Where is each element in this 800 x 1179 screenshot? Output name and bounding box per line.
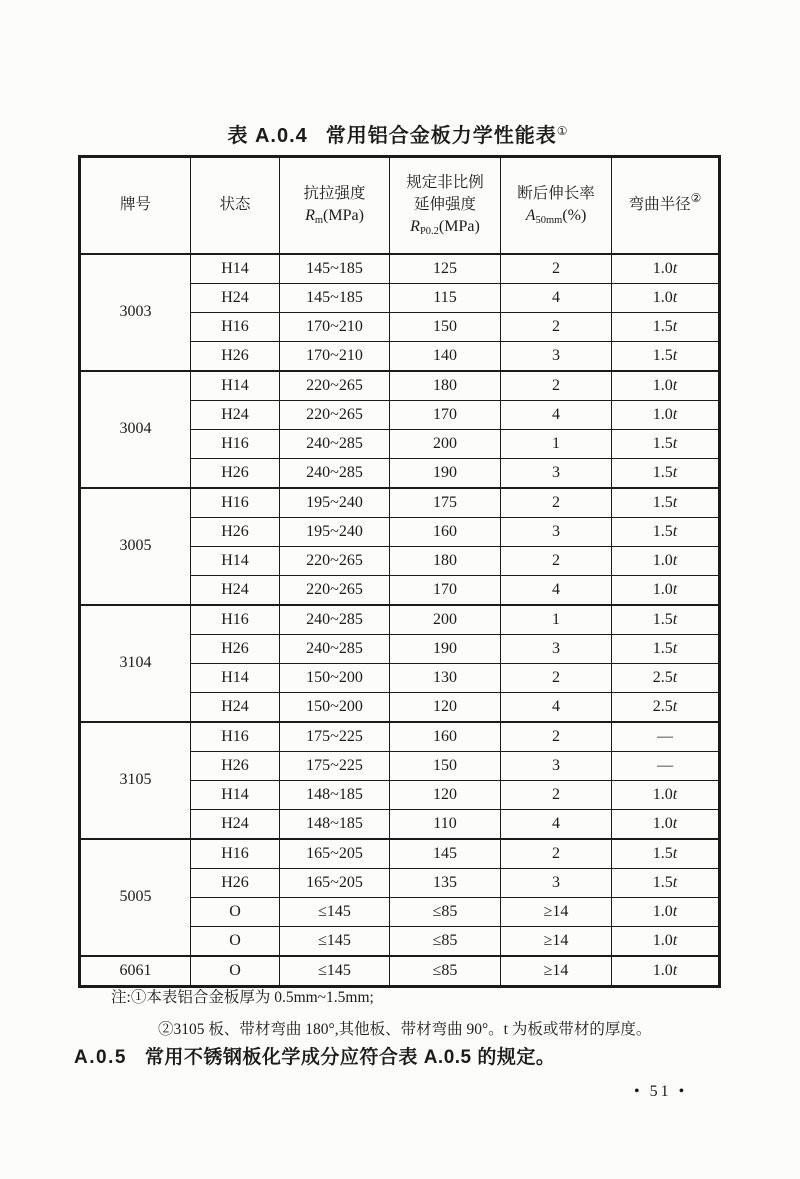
tensile-cell: 240~285 xyxy=(280,429,390,458)
col-header-tensile xyxy=(280,157,390,254)
temper-cell: H14 xyxy=(191,663,280,692)
temper-cell: O xyxy=(191,926,280,956)
tensile-cell: 240~285 xyxy=(280,458,390,488)
yield-subscript: P0.2 xyxy=(419,225,439,237)
tensile-symbol: R xyxy=(305,206,315,224)
elongation-cell: ≥14 xyxy=(501,956,612,987)
tensile-cell: 170~210 xyxy=(280,312,390,341)
grade-cell: 3105 xyxy=(80,722,191,839)
temper-cell: H24 xyxy=(191,575,280,605)
yield-cell: 200 xyxy=(390,429,501,458)
yield-cell: 140 xyxy=(390,341,501,371)
col-header-tensile-label: 抗拉强度 xyxy=(303,184,366,202)
temper-cell: H26 xyxy=(191,341,280,371)
mechanical-properties-table xyxy=(78,155,721,988)
table-caption xyxy=(78,119,718,148)
bend-radius-cell: 1.0t xyxy=(612,575,720,605)
elongation-cell: 3 xyxy=(501,751,612,780)
bend-radius-cell: 1.5t xyxy=(612,634,720,663)
yield-cell: 125 xyxy=(390,254,501,284)
temper-cell: O xyxy=(191,897,280,926)
yield-cell: ≤85 xyxy=(390,897,501,926)
table-row xyxy=(80,371,720,401)
table-row xyxy=(80,722,720,752)
tensile-subscript: m xyxy=(314,214,324,226)
yield-cell: 130 xyxy=(390,663,501,692)
col-header-grade-label: 牌号 xyxy=(119,196,151,214)
bend-radius-cell: 1.0t xyxy=(612,956,720,987)
tensile-cell: 220~265 xyxy=(280,546,390,575)
temper-cell: H24 xyxy=(191,809,280,839)
elongation-cell: 1 xyxy=(501,605,612,635)
bend-radius-cell: 1.5t xyxy=(612,488,720,518)
elongation-cell: 3 xyxy=(501,517,612,546)
temper-cell: H14 xyxy=(191,371,280,401)
title-footnote-ref: ① xyxy=(556,124,569,138)
tensile-cell: 165~205 xyxy=(280,839,390,869)
elongation-symbol: A xyxy=(525,206,536,224)
yield-cell: 120 xyxy=(390,780,501,809)
note-1-text: ①本表铝合金板厚为 0.5mm~1.5mm; xyxy=(130,989,374,1006)
bend-radius-cell: 1.5t xyxy=(612,312,720,341)
tensile-cell: 175~225 xyxy=(280,751,390,780)
tensile-cell: 195~240 xyxy=(280,517,390,546)
yield-cell: 180 xyxy=(390,371,501,401)
temper-cell: H24 xyxy=(191,400,280,429)
tensile-cell: 145~185 xyxy=(280,283,390,312)
bend-radius-cell: 1.5t xyxy=(612,517,720,546)
yield-cell: 135 xyxy=(390,868,501,897)
tensile-cell: 165~205 xyxy=(280,868,390,897)
temper-cell: H24 xyxy=(191,283,280,312)
col-header-elongation-symbol xyxy=(503,205,609,228)
grade-cell: 3004 xyxy=(80,371,191,488)
tensile-unit: (MPa) xyxy=(323,206,364,224)
elongation-cell: 1 xyxy=(501,429,612,458)
yield-cell: 190 xyxy=(390,458,501,488)
yield-cell: 160 xyxy=(390,517,501,546)
table-title-text: 常用铝合金板力学性能表 xyxy=(325,125,557,147)
yield-cell: 145 xyxy=(390,839,501,869)
note-1 xyxy=(111,988,651,1008)
elongation-cell: 2 xyxy=(501,546,612,575)
bend-radius-cell: — xyxy=(612,751,720,780)
grade-cell: 3005 xyxy=(80,488,191,605)
temper-cell: H24 xyxy=(191,692,280,722)
elongation-cell: 3 xyxy=(501,634,612,663)
yield-unit: (MPa) xyxy=(438,217,480,235)
tensile-cell: 145~185 xyxy=(280,254,390,284)
tensile-cell: 195~240 xyxy=(280,488,390,518)
bend-radius-cell: 1.0t xyxy=(612,897,720,926)
table-row xyxy=(80,956,720,987)
table-row xyxy=(80,254,720,284)
table-row xyxy=(80,839,720,869)
tensile-cell: ≤145 xyxy=(280,897,390,926)
bend-radius-cell: 1.0t xyxy=(612,926,720,956)
bend-radius-cell: 1.5t xyxy=(612,839,720,869)
bend-radius-cell: 1.0t xyxy=(612,400,720,429)
elongation-cell: 2 xyxy=(501,371,612,401)
col-header-yield xyxy=(390,157,501,254)
yield-cell: 150 xyxy=(390,751,501,780)
col-header-elongation-label: 断后伸长率 xyxy=(517,184,595,202)
bend-radius-cell: 1.0t xyxy=(612,780,720,809)
yield-cell: 200 xyxy=(390,605,501,635)
yield-cell: ≤85 xyxy=(390,956,501,987)
col-header-temper-label: 状态 xyxy=(219,196,251,214)
bend-radius-cell: 1.5t xyxy=(612,868,720,897)
bend-radius-cell: 1.0t xyxy=(612,809,720,839)
tensile-cell: 150~200 xyxy=(280,692,390,722)
elongation-cell: 3 xyxy=(501,341,612,371)
tensile-cell: 220~265 xyxy=(280,371,390,401)
bend-radius-cell: 1.5t xyxy=(612,429,720,458)
temper-cell: H26 xyxy=(191,458,280,488)
grade-cell: 5005 xyxy=(80,839,191,956)
bend-radius-cell: 1.0t xyxy=(612,254,720,284)
col-header-yield-label-1: 规定非比例 xyxy=(406,173,484,191)
temper-cell: H16 xyxy=(191,605,280,635)
grade-cell: 3003 xyxy=(80,254,191,371)
col-header-elongation xyxy=(501,157,612,254)
tensile-cell: 148~185 xyxy=(280,780,390,809)
bend-radius-cell: 1.5t xyxy=(612,341,720,371)
bend-radius-cell: 2.5t xyxy=(612,692,720,722)
col-header-grade xyxy=(80,157,191,254)
elongation-cell: 3 xyxy=(501,458,612,488)
yield-cell: 150 xyxy=(390,312,501,341)
tensile-cell: 240~285 xyxy=(280,634,390,663)
elongation-cell: 2 xyxy=(501,254,612,284)
bend-radius-cell: 1.0t xyxy=(612,546,720,575)
tensile-cell: 170~210 xyxy=(280,341,390,371)
note-2: ②3105 板、带材弯曲 180°,其他板、带材弯曲 90°。t 为板或带材的厚度。 xyxy=(158,1021,652,1039)
tensile-cell: ≤145 xyxy=(280,956,390,987)
elongation-cell: 2 xyxy=(501,780,612,809)
table-row xyxy=(80,605,720,635)
elongation-cell: 4 xyxy=(501,400,612,429)
temper-cell: H26 xyxy=(191,751,280,780)
clause-number: A.0.5 xyxy=(74,1047,127,1068)
tensile-cell: 220~265 xyxy=(280,400,390,429)
elongation-cell: 4 xyxy=(501,692,612,722)
bend-radius-cell: 1.0t xyxy=(612,283,720,312)
table-body xyxy=(80,254,720,987)
bend-radius-cell: 2.5t xyxy=(612,663,720,692)
elongation-cell: 2 xyxy=(501,312,612,341)
elongation-cell: 2 xyxy=(501,663,612,692)
yield-cell: 160 xyxy=(390,722,501,752)
temper-cell: H16 xyxy=(191,722,280,752)
elongation-cell: 2 xyxy=(501,722,612,752)
yield-cell: 170 xyxy=(390,575,501,605)
bend-radius-cell: 1.5t xyxy=(612,605,720,635)
page-number: • 51 • xyxy=(634,1083,688,1100)
table-number: 表 A.0.4 xyxy=(227,125,308,147)
col-header-temper xyxy=(191,157,280,254)
tensile-cell: 175~225 xyxy=(280,722,390,752)
temper-cell: H14 xyxy=(191,254,280,284)
elongation-cell: 4 xyxy=(501,809,612,839)
elongation-cell: ≥14 xyxy=(501,926,612,956)
clause-text: 常用不锈钢板化学成分应符合表 A.0.5 的规定。 xyxy=(144,1047,556,1068)
elongation-cell: 2 xyxy=(501,839,612,869)
elongation-cell: ≥14 xyxy=(501,897,612,926)
elongation-cell: 2 xyxy=(501,488,612,518)
tensile-cell: 220~265 xyxy=(280,575,390,605)
bend-radius-cell: 1.5t xyxy=(612,458,720,488)
elongation-cell: 4 xyxy=(501,575,612,605)
col-header-bend xyxy=(612,157,720,254)
col-header-bend-label: 弯曲半径 xyxy=(628,196,691,214)
yield-cell: 170 xyxy=(390,400,501,429)
yield-cell: 190 xyxy=(390,634,501,663)
tensile-cell: 150~200 xyxy=(280,663,390,692)
table-row xyxy=(80,488,720,518)
temper-cell: O xyxy=(191,956,280,987)
col-header-tensile-symbol xyxy=(282,205,387,228)
bend-radius-cell: 1.0t xyxy=(612,371,720,401)
yield-cell: ≤85 xyxy=(390,926,501,956)
temper-cell: H16 xyxy=(191,312,280,341)
grade-cell: 6061 xyxy=(80,956,191,987)
yield-cell: 115 xyxy=(390,283,501,312)
col-header-yield-symbol xyxy=(392,216,498,239)
temper-cell: H16 xyxy=(191,488,280,518)
table-header-row xyxy=(80,157,720,254)
clause-a-0-5 xyxy=(74,1042,555,1069)
tensile-cell: ≤145 xyxy=(280,926,390,956)
elongation-cell: 3 xyxy=(501,868,612,897)
tensile-cell: 148~185 xyxy=(280,809,390,839)
elongation-cell: 4 xyxy=(501,283,612,312)
temper-cell: H16 xyxy=(191,429,280,458)
temper-cell: H14 xyxy=(191,546,280,575)
temper-cell: H16 xyxy=(191,839,280,869)
table-notes xyxy=(111,988,651,1040)
temper-cell: H26 xyxy=(191,634,280,663)
tensile-cell: 240~285 xyxy=(280,605,390,635)
yield-cell: 110 xyxy=(390,809,501,839)
bend-radius-cell: — xyxy=(612,722,720,752)
elongation-unit: (%) xyxy=(562,206,587,224)
elongation-subscript: 50mm xyxy=(535,214,563,226)
yield-symbol: R xyxy=(410,217,420,235)
temper-cell: H14 xyxy=(191,780,280,809)
temper-cell: H26 xyxy=(191,868,280,897)
yield-cell: 175 xyxy=(390,488,501,518)
notes-label: 注: xyxy=(111,989,131,1006)
bend-footnote-ref: ② xyxy=(690,191,702,206)
temper-cell: H26 xyxy=(191,517,280,546)
yield-cell: 180 xyxy=(390,546,501,575)
col-header-yield-label-2: 延伸强度 xyxy=(413,195,476,213)
grade-cell: 3104 xyxy=(80,605,191,722)
yield-cell: 120 xyxy=(390,692,501,722)
